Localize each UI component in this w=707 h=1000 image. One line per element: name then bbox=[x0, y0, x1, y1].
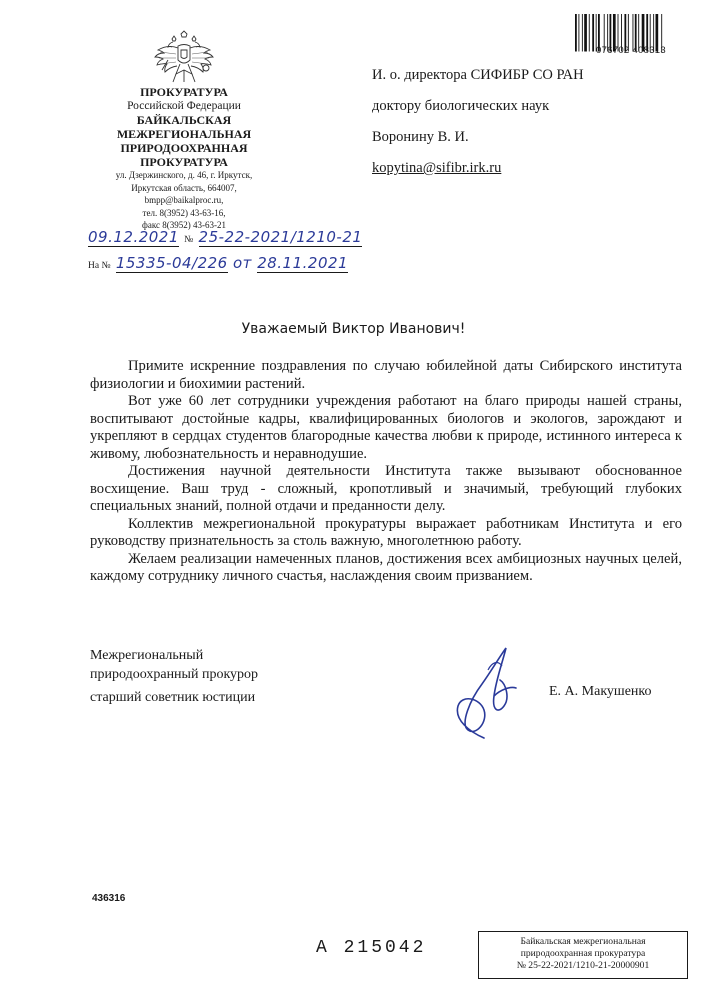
barcode-number: 076702 408313 bbox=[596, 45, 666, 56]
number-label: № bbox=[184, 235, 194, 245]
form-serial-number: А 215042 bbox=[316, 938, 427, 958]
addressee-name: Воронину В. И. bbox=[372, 129, 469, 145]
org-line: Российской Федерации bbox=[127, 100, 241, 112]
letterhead bbox=[90, 85, 278, 232]
address-line: факс 8(3952) 43-63-21 bbox=[142, 220, 226, 230]
addressee-block bbox=[372, 60, 584, 184]
signer-position-line: природоохранный прокурор bbox=[90, 667, 259, 682]
org-line: ПРОКУРАТУРА bbox=[140, 155, 228, 169]
stamp-line: природоохранная прокуратура bbox=[520, 948, 646, 959]
address-line: тел. 8(3952) 43-63-16, bbox=[142, 207, 226, 218]
signer-position bbox=[90, 646, 258, 684]
incoming-reference bbox=[88, 254, 348, 272]
letter-body bbox=[90, 358, 682, 586]
ref-from-label: от bbox=[233, 254, 252, 272]
outgoing-registration bbox=[88, 228, 362, 246]
ref-label: На № bbox=[88, 261, 111, 271]
signer-position-line: Межрегиональный bbox=[90, 648, 204, 663]
body-paragraph: Достижения научной деятельности Института также вызывают обоснованное восхищение. Ваш труд - сложный, кропотливый и значимый, требующий глубоких специальных знаний, полной отдачи и преданности делу. bbox=[90, 463, 682, 514]
addressee-degree: доктору биологических наук bbox=[372, 98, 550, 114]
ref-date: 28.11.2021 bbox=[257, 254, 349, 272]
address-line: ул. Дзержинского, д. 46, г. Иркутск, bbox=[115, 170, 253, 180]
double-headed-eagle-icon bbox=[152, 30, 216, 88]
org-line: ПРИРОДООХРАННАЯ bbox=[120, 141, 248, 155]
stamp-line: № 25-22-2021/1210-21-20000901 bbox=[516, 960, 650, 971]
org-line: МЕЖРЕГИОНАЛЬНАЯ bbox=[116, 127, 252, 141]
org-line: ПРОКУРАТУРА bbox=[140, 85, 228, 99]
ref-number: 15335-04/226 bbox=[115, 254, 228, 272]
body-paragraph: Вот уже 60 лет сотрудники учреждения работают на благо природы нашей страны, воспитывают достойные кадры, квалифицированных биологов и экологов, зарождают и укрепляют в сердцах студентов благородные качества любви к природе, истинного интереса к живому, любознательность и неравнодушие. bbox=[90, 393, 682, 462]
body-paragraph: Коллектив межрегиональной прокуратуры выражает работникам Института и его руководству признательность за столь важную, многолетнюю работу. bbox=[90, 515, 682, 549]
addressee-title: И. о. директора СИФИБР СО РАН bbox=[372, 67, 584, 83]
salutation: Уважаемый Виктор Иванович! bbox=[241, 321, 466, 337]
body-paragraph: Желаем реализации намеченных планов, достижения всех амбициозных научных целей, каждому сотруднику личного счастья, наслаждения своим призванием. bbox=[90, 550, 682, 584]
stamp-line: Байкальская межрегиональная bbox=[520, 936, 646, 947]
org-line: БАЙКАЛЬСКАЯ bbox=[136, 113, 232, 127]
signer-name: Е. А. Макушенко bbox=[549, 684, 652, 699]
addressee-email-link[interactable]: kopytina@sifibr.irk.ru bbox=[372, 160, 502, 176]
body-paragraph: Примите искренние поздравления по случаю юбилейной даты Сибирского института физиологии и биохимии растений. bbox=[90, 358, 682, 392]
outgoing-number: 25-22-2021/1210-21 bbox=[198, 228, 363, 246]
document-code: 436316 bbox=[92, 893, 126, 904]
outgoing-date: 09.12.2021 bbox=[88, 228, 179, 246]
registration-stamp bbox=[478, 931, 688, 979]
address-line: bmpp@baikalproc.ru, bbox=[144, 195, 224, 205]
signer-rank: старший советник юстиции bbox=[90, 690, 256, 705]
handwritten-signature-icon bbox=[440, 640, 530, 750]
address-line: Иркутская область, 664007, bbox=[131, 182, 237, 193]
